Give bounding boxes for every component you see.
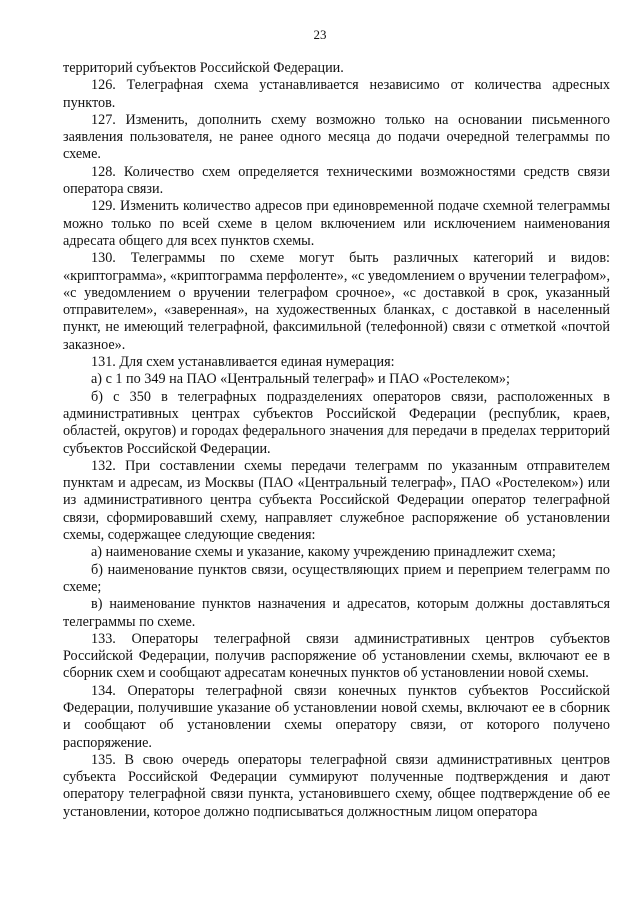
document-body (63, 60, 610, 821)
paragraph-135: 135. В свою очередь операторы телеграфной связи административных центров субъекта Российской Федерации суммируют полученные подтверждения и дают оператору телеграфной связи пункта, установившего схему, общее подтверждение об ее установлении, которое должно подписываться должностным лицом оператора (63, 751, 610, 820)
paragraph-133: 133. Операторы телеграфной связи административных центров субъектов Российской Федерации, получив распоряжение об установлении схемы, включают ее в сборник схем и сообщают адресатам конечных пунктов об установлении новой схемы. (63, 630, 610, 682)
paragraph-132-a: а) наименование схемы и указание, какому учреждению принадлежит схема; (91, 544, 556, 561)
paragraph-134: 134. Операторы телеграфной связи конечных пунктов субъектов Российской Федерации, получившие указание об установлении новой схемы, включают ее в сборник и сообщают об установлении схемы оператору связи, от которого получено распоряжение. (63, 682, 610, 751)
paragraph-132: 132. При составлении схемы передачи телеграмм по указанным отправителем пунктам и адресам, из Москвы (ПАО «Центральный телеграф», ПАО «Ростелеком») или из административного центра субъекта Российской Федерации оператор телеграфной связи, сформировавший схему, направляет служебное распоряжение об установлении схемы, содержащее следующие сведения: (63, 457, 610, 544)
paragraph-128: 128. Количество схем определяется техническими возможностями средств связи оператора связи. (63, 163, 610, 198)
paragraph-130: 130. Телеграммы по схеме могут быть различных категорий и видов: «криптограмма», «криптограмма перфоленте», «с уведомлением о вручении телеграфом», «с уведомлением о вручении телеграфом срочное», «с доставкой в срок, указанный отправителем», «заверенная», на художественных бланках, с доставкой в населенный пункт, не имеющий телеграфной, факсимильной (телефонной) связи с отметкой «почтой заказное». (63, 250, 610, 353)
paragraph-132-v: в) наименование пунктов назначения и адресатов, которым должны доставляться телеграммы по схеме. (63, 596, 610, 630)
paragraph-127: 127. Изменить, дополнить схему возможно только на основании письменного заявления пользователя, не ранее одного месяца до подачи очередной телеграммы по схеме. (63, 111, 610, 163)
paragraph-132-b: б) наименование пунктов связи, осуществляющих прием и переприем телеграмм по схеме; (63, 561, 610, 595)
paragraph-126: 126. Телеграфная схема устанавливается независимо от количества адресных пунктов. (63, 77, 610, 111)
paragraph-129: 129. Изменить количество адресов при единовременной подаче схемной телеграммы можно только по всей схеме в целом включением или исключением наименования адресата общего для всех пунктов схемы. (63, 198, 610, 249)
paragraph-continuation: территорий субъектов Российской Федерации. (63, 60, 344, 76)
paragraph-131: 131. Для схем устанавливается единая нумерация: (91, 354, 395, 371)
page-number: 23 (313, 27, 327, 42)
paragraph-131-a: а) с 1 по 349 на ПАО «Центральный телеграф» и ПАО «Ростелеком»; (91, 371, 510, 388)
paragraph-131-b: б) с 350 в телеграфных подразделениях операторов связи, расположенных в административных центрах субъектов Российской Федерации (республик, краев, областей, округов) и городах федерального значения для передачи в пределах территорий субъектов Российской Федерации. (63, 388, 610, 457)
